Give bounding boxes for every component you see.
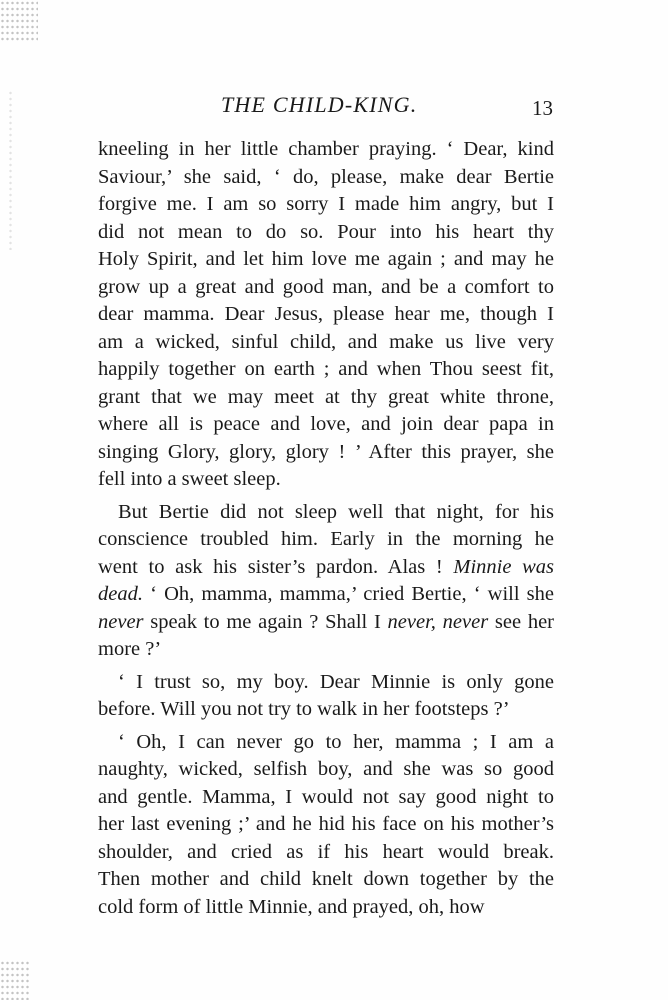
- text-line: [98, 219, 554, 247]
- text-span: grow up a great and good man, and be a comfort to: [98, 275, 554, 298]
- text-span: ‘ Oh, mamma, mamma,’ cried Bertie, ‘ will she: [142, 583, 554, 605]
- paragraph: [98, 669, 554, 724]
- text-span: went to ask his sister’s pardon. Alas !: [98, 555, 454, 578]
- text-line: [98, 894, 554, 922]
- text-span: fell into a sweet sleep.: [98, 468, 281, 490]
- text-span: ‘ Oh, I can never go to her, mamma ; I am a: [118, 730, 554, 753]
- italic-text: dead.: [98, 583, 143, 605]
- running-head: [0, 92, 668, 122]
- text-span: did not mean to do so. Pour into his heart thy: [98, 220, 554, 243]
- text-span: her last evening ;’ and he hid his face on his mother’s: [98, 813, 554, 835]
- running-head-title: THE CHILD-KING.: [221, 92, 418, 117]
- text-line: [98, 636, 554, 664]
- italic-text: Minnie was: [453, 555, 555, 578]
- text-span: dear mamma. Dear Jesus, please hear me, though I: [98, 303, 554, 325]
- text-line: [98, 439, 554, 467]
- text-span: where all is peace and love, and join dear papa in: [98, 413, 554, 435]
- text-span: naughty, wicked, selfish boy, and she was so good: [98, 758, 554, 780]
- paragraph: [98, 499, 554, 664]
- text-span: grant that we may meet at thy great white throne,: [98, 385, 554, 408]
- text-line: [98, 164, 554, 192]
- page-speckle-top-left: [0, 0, 38, 42]
- text-span: shoulder, and cried as if his heart would break.: [98, 840, 554, 863]
- text-line: [98, 729, 554, 757]
- page-speckle-bottom-left: [0, 960, 30, 1000]
- paragraph: [98, 729, 554, 922]
- text-span: speak to me again ? Shall I: [143, 610, 388, 633]
- text-span: singing Glory, glory, glory ! ’ After this prayer, she: [98, 440, 554, 463]
- text-span: am a wicked, sinful child, and make us live very: [98, 330, 554, 353]
- paragraph: [98, 136, 554, 494]
- text-line: [98, 609, 554, 637]
- text-line: [98, 136, 554, 164]
- text-span: cold form of little Minnie, and prayed, oh, how: [98, 895, 485, 918]
- text-line: [98, 329, 554, 357]
- italic-text: never: [98, 610, 144, 633]
- text-span: Then mother and child knelt down together by the: [98, 868, 554, 890]
- text-span: ‘ I trust so, my boy. Dear Minnie is only gone: [118, 670, 554, 693]
- text-span: forgive me. I am so sorry I made him angry, but I: [98, 193, 554, 215]
- text-line: [98, 246, 554, 274]
- text-line: [98, 274, 554, 302]
- text-line: [98, 499, 554, 527]
- body-text: [98, 136, 554, 921]
- text-line: [98, 669, 554, 697]
- text-span: conscience troubled him. Early in the morning he: [98, 528, 554, 550]
- text-line: [98, 301, 554, 329]
- text-span: and gentle. Mamma, I would not say good night to: [98, 785, 554, 808]
- text-line: [98, 384, 554, 412]
- text-line: [98, 866, 554, 894]
- text-line: [98, 356, 554, 384]
- text-line: [98, 696, 554, 724]
- text-span: happily together on earth ; and when Thou seest fit,: [98, 358, 554, 380]
- text-span: kneeling in her little chamber praying. ‘ Dear, kind: [98, 138, 554, 160]
- text-span: more ?’: [98, 638, 162, 660]
- text-line: [98, 811, 554, 839]
- text-line: [98, 839, 554, 867]
- text-span: before. Will you not try to walk in her footsteps ?’: [98, 698, 510, 720]
- text-span: But Bertie did not sleep well that night, for his: [118, 500, 554, 523]
- page-number: 13: [532, 96, 553, 120]
- text-line: [98, 526, 554, 554]
- text-line: [98, 784, 554, 812]
- italic-text: never, never: [387, 610, 489, 633]
- text-line: [98, 581, 554, 609]
- text-span: see her: [488, 610, 554, 633]
- text-line: [98, 554, 554, 582]
- text-line: [98, 466, 554, 494]
- text-span: Saviour,’ she said, ‘ do, please, make dear Bertie: [98, 165, 554, 188]
- text-line: [98, 411, 554, 439]
- text-line: [98, 756, 554, 784]
- text-line: [98, 191, 554, 219]
- text-span: Holy Spirit, and let him love me again ; and may he: [98, 248, 554, 270]
